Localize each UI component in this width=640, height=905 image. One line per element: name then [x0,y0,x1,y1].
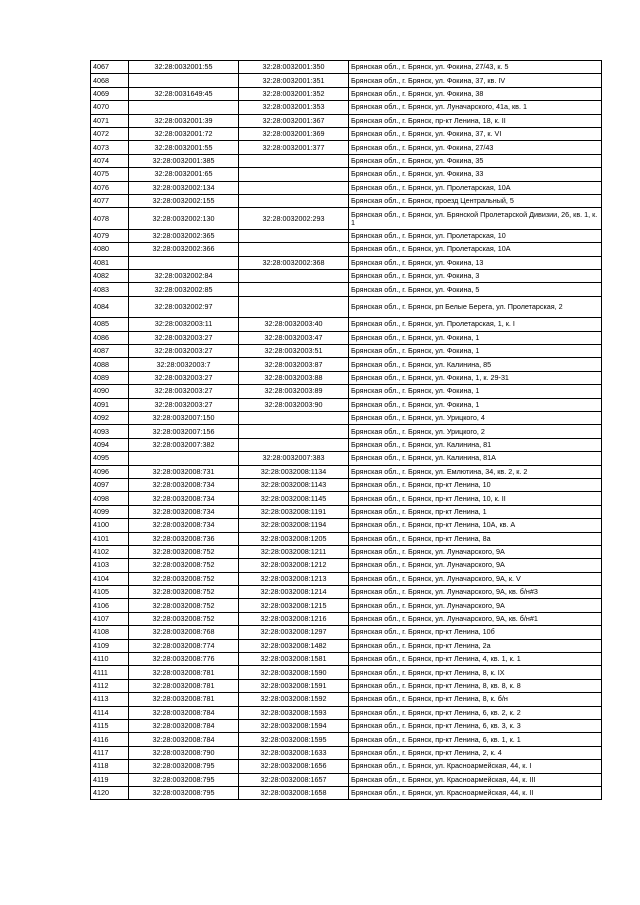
cell-cadastral-parcel: 32:28:0032008:752 [129,612,239,625]
cell-number: 4108 [91,626,129,639]
cell-address: Брянская обл., г. Брянск, пр-кт Ленина, 6, кв. 1, к. 1 [349,733,602,746]
cell-number: 4113 [91,693,129,706]
cell-cadastral-parcel: 32:28:0032008:734 [129,505,239,518]
table-row [91,181,602,194]
cell-number: 4081 [91,256,129,269]
cell-cadastral-object: 32:28:0032001:369 [239,127,349,140]
cell-cadastral-object [239,283,349,296]
cell-cadastral-object [239,229,349,242]
cell-cadastral-object: 32:28:0032001:367 [239,114,349,127]
cell-cadastral-parcel: 32:28:0032001:55 [129,61,239,74]
cell-address: Брянская обл., г. Брянск, пр-кт Ленина, 6, кв. 3, к. 3 [349,719,602,732]
cell-cadastral-object: 32:28:0032007:383 [239,452,349,465]
cell-cadastral-parcel [129,101,239,114]
cell-cadastral-object: 32:28:0032003:51 [239,345,349,358]
cell-cadastral-parcel: 32:28:0032008:768 [129,626,239,639]
cell-number: 4070 [91,101,129,114]
table-row [91,243,602,256]
cell-cadastral-object: 32:28:0032003:90 [239,398,349,411]
cell-cadastral-object: 32:28:0032008:1215 [239,599,349,612]
cell-number: 4094 [91,438,129,451]
cell-number: 4109 [91,639,129,652]
cell-number: 4088 [91,358,129,371]
cell-address: Брянская обл., г. Брянск, ул. Фокина, 37, кв. IV [349,74,602,87]
table-row [91,425,602,438]
cell-number: 4100 [91,519,129,532]
cell-cadastral-object [239,154,349,167]
table-row [91,345,602,358]
cell-cadastral-parcel: 32:28:0032001:385 [129,154,239,167]
cell-cadastral-object: 32:28:0032003:47 [239,331,349,344]
cell-address: Брянская обл., г. Брянск, ул. Урицкого, 2 [349,425,602,438]
cell-number: 4082 [91,269,129,282]
cell-cadastral-parcel [129,452,239,465]
cell-number: 4077 [91,194,129,207]
cell-cadastral-parcel: 32:28:0032007:150 [129,411,239,424]
cell-address: Брянская обл., г. Брянск, ул. Фокина, 38 [349,87,602,100]
table-row [91,318,602,331]
cell-cadastral-object: 32:28:0032002:293 [239,208,349,230]
cell-number: 4107 [91,612,129,625]
cell-number: 4076 [91,181,129,194]
cell-address: Брянская обл., г. Брянск, пр-кт Ленина, 10б [349,626,602,639]
cell-cadastral-object: 32:28:0032008:1593 [239,706,349,719]
cell-cadastral-parcel: 32:28:0032002:365 [129,229,239,242]
cell-cadastral-parcel: 32:28:0032003:7 [129,358,239,371]
cell-cadastral-object [239,269,349,282]
table-row [91,679,602,692]
cell-address: Брянская обл., г. Брянск, пр-кт Ленина, 8, к. IX [349,666,602,679]
cell-number: 4101 [91,532,129,545]
cell-address: Брянская обл., г. Брянск, ул. Красноармейская, 44, к. III [349,773,602,786]
table-row [91,358,602,371]
cell-number: 4112 [91,679,129,692]
cell-address: Брянская обл., г. Брянск, ул. Фокина, 35 [349,154,602,167]
cell-address: Брянская обл., г. Брянск, ул. Фокина, 1, к. 29-31 [349,371,602,384]
table-row [91,786,602,799]
cell-cadastral-object [239,296,349,318]
table-row [91,87,602,100]
cell-address: Брянская обл., г. Брянск, пр-кт Ленина, 8а [349,532,602,545]
cell-cadastral-parcel: 32:28:0032003:27 [129,371,239,384]
table-row [91,693,602,706]
cell-cadastral-parcel: 32:28:0032002:85 [129,283,239,296]
cell-address: Брянская обл., г. Брянск, пр-кт Ленина, 2, к. 4 [349,746,602,759]
cell-address: Брянская обл., г. Брянск, ул. Фокина, 1 [349,331,602,344]
table-row [91,194,602,207]
cell-address: Брянская обл., г. Брянск, ул. Луначарского, 41а, кв. 1 [349,101,602,114]
cell-number: 4073 [91,141,129,154]
cell-cadastral-object [239,194,349,207]
table-row [91,519,602,532]
cell-address: Брянская обл., г. Брянск, ул. Фокина, 27/43, к. 5 [349,61,602,74]
cell-cadastral-object: 32:28:0032008:1205 [239,532,349,545]
cell-number: 4069 [91,87,129,100]
table-row [91,733,602,746]
cell-cadastral-object: 32:28:0032008:1658 [239,786,349,799]
cell-cadastral-object [239,168,349,181]
cell-number: 4120 [91,786,129,799]
cell-number: 4105 [91,586,129,599]
cell-cadastral-parcel: 32:28:0032008:736 [129,532,239,545]
table-row [91,127,602,140]
cell-cadastral-parcel: 32:28:0032007:382 [129,438,239,451]
cell-address: Брянская обл., г. Брянск, ул. Луначарского, 9А, кв. б/н#1 [349,612,602,625]
cell-cadastral-parcel: 32:28:0032008:781 [129,679,239,692]
cell-cadastral-parcel: 32:28:0032008:795 [129,773,239,786]
cell-cadastral-parcel: 32:28:0032002:97 [129,296,239,318]
cell-number: 4118 [91,760,129,773]
cell-address: Брянская обл., г. Брянск, ул. Луначарского, 9А [349,559,602,572]
cell-cadastral-object: 32:28:0032003:89 [239,385,349,398]
cell-address: Брянская обл., г. Брянск, ул. Фокина, 1 [349,345,602,358]
cell-number: 4083 [91,283,129,296]
table-row [91,505,602,518]
cell-cadastral-object: 32:28:0032001:353 [239,101,349,114]
cell-cadastral-object: 32:28:0032008:1591 [239,679,349,692]
cell-number: 4075 [91,168,129,181]
cell-number: 4111 [91,666,129,679]
table-row [91,653,602,666]
cell-address: Брянская обл., г. Брянск, ул. Фокина, 5 [349,283,602,296]
table-row [91,114,602,127]
table-row [91,572,602,585]
cell-cadastral-object [239,181,349,194]
table-row [91,61,602,74]
cell-number: 4068 [91,74,129,87]
cell-cadastral-object: 32:28:0032003:87 [239,358,349,371]
cell-cadastral-parcel [129,256,239,269]
cell-cadastral-object [239,438,349,451]
table-row [91,371,602,384]
cell-cadastral-parcel: 32:28:0032003:11 [129,318,239,331]
cell-cadastral-object: 32:28:0032008:1595 [239,733,349,746]
cell-cadastral-parcel: 32:28:0032007:156 [129,425,239,438]
table-row [91,256,602,269]
cell-cadastral-parcel: 32:28:0032008:790 [129,746,239,759]
cell-address: Брянская обл., г. Брянск, ул. Пролетарская, 10 [349,229,602,242]
cell-cadastral-parcel: 32:28:0032008:784 [129,733,239,746]
table-row [91,465,602,478]
cell-cadastral-parcel: 32:28:0032001:65 [129,168,239,181]
table-row [91,283,602,296]
cell-cadastral-object: 32:28:0032008:1143 [239,478,349,491]
cell-cadastral-object: 32:28:0032001:377 [239,141,349,154]
cell-number: 4087 [91,345,129,358]
cell-number: 4099 [91,505,129,518]
cell-address: Брянская обл., г. Брянск, ул. Фокина, 27/43 [349,141,602,154]
cell-address: Брянская обл., г. Брянск, ул. Фокина, 37, к. VI [349,127,602,140]
cell-cadastral-parcel: 32:28:0032008:734 [129,519,239,532]
table-row [91,269,602,282]
cell-number: 4093 [91,425,129,438]
cell-address: Брянская обл., г. Брянск, пр-кт Ленина, 2а [349,639,602,652]
cell-cadastral-object: 32:28:0032008:1211 [239,545,349,558]
cell-number: 4071 [91,114,129,127]
cell-address: Брянская обл., г. Брянск, пр-кт Ленина, 1 [349,505,602,518]
cell-cadastral-object: 32:28:0032008:1633 [239,746,349,759]
cell-number: 4117 [91,746,129,759]
table-row [91,639,602,652]
cell-cadastral-parcel: 32:28:0032001:39 [129,114,239,127]
cell-number: 4092 [91,411,129,424]
cell-number: 4114 [91,706,129,719]
cell-address: Брянская обл., г. Брянск, пр-кт Ленина, 10А, кв. А [349,519,602,532]
cell-cadastral-parcel: 32:28:0032008:752 [129,559,239,572]
table-row [91,478,602,491]
cell-address: Брянская обл., г. Брянск, пр-кт Ленина, 10 [349,478,602,491]
table-row [91,532,602,545]
cell-cadastral-parcel: 32:28:0032008:752 [129,545,239,558]
cell-cadastral-parcel: 32:28:0032008:795 [129,786,239,799]
table-row [91,545,602,558]
cell-cadastral-parcel: 32:28:0032003:27 [129,385,239,398]
cell-number: 4095 [91,452,129,465]
cell-number: 4078 [91,208,129,230]
cell-number: 4084 [91,296,129,318]
cell-cadastral-object: 32:28:0032008:1191 [239,505,349,518]
cell-cadastral-parcel: 32:28:0032003:27 [129,398,239,411]
cell-cadastral-parcel: 32:28:0032008:781 [129,693,239,706]
cell-address: Брянская обл., г. Брянск, ул. Пролетарская, 1, к. I [349,318,602,331]
table-row [91,208,602,230]
cell-address: Брянская обл., г. Брянск, ул. Луначарского, 9А [349,599,602,612]
cell-number: 4086 [91,331,129,344]
cell-address: Брянская обл., г. Брянск, ул. Фокина, 13 [349,256,602,269]
cell-cadastral-object: 32:28:0032008:1594 [239,719,349,732]
cell-number: 4103 [91,559,129,572]
cell-address: Брянская обл., г. Брянск, ул. Фокина, 33 [349,168,602,181]
table-row [91,666,602,679]
cell-address: Брянская обл., г. Брянск, ул. Луначарского, 9А [349,545,602,558]
cell-cadastral-parcel [129,74,239,87]
cell-cadastral-object: 32:28:0032003:40 [239,318,349,331]
cell-cadastral-object: 32:28:0032008:1213 [239,572,349,585]
table-row [91,760,602,773]
cell-cadastral-parcel: 32:28:0032002:366 [129,243,239,256]
table-row [91,438,602,451]
cell-cadastral-parcel: 32:28:0032008:774 [129,639,239,652]
table-row [91,398,602,411]
table-row [91,719,602,732]
cell-number: 4085 [91,318,129,331]
registry-table-body [91,61,602,800]
table-row [91,586,602,599]
cell-cadastral-parcel: 32:28:0032001:55 [129,141,239,154]
table-row [91,612,602,625]
cell-number: 4090 [91,385,129,398]
cell-address: Брянская обл., г. Брянск, ул. Урицкого, 4 [349,411,602,424]
cell-cadastral-parcel: 32:28:0032008:776 [129,653,239,666]
cell-cadastral-object: 32:28:0032008:1194 [239,519,349,532]
table-row [91,626,602,639]
cell-cadastral-object: 32:28:0032008:1145 [239,492,349,505]
cell-address: Брянская обл., г. Брянск, ул. Фокина, 3 [349,269,602,282]
cell-cadastral-object: 32:28:0032008:1592 [239,693,349,706]
cell-address: Брянская обл., г. Брянск, ул. Пролетарская, 10А [349,243,602,256]
cell-address: Брянская обл., г. Брянск, пр-кт Ленина, 10, к. II [349,492,602,505]
cell-number: 4091 [91,398,129,411]
cell-number: 4119 [91,773,129,786]
cell-number: 4116 [91,733,129,746]
cell-address: Брянская обл., г. Брянск, ул. Луначарского, 9А, кв. б/н#3 [349,586,602,599]
cell-cadastral-parcel: 32:28:0032002:84 [129,269,239,282]
table-row [91,559,602,572]
cell-cadastral-object: 32:28:0032008:1581 [239,653,349,666]
cell-cadastral-parcel: 32:28:0032008:731 [129,465,239,478]
cell-cadastral-object: 32:28:0032008:1134 [239,465,349,478]
cell-cadastral-object [239,411,349,424]
cell-address: Брянская обл., г. Брянск, пр-кт Ленина, 18, к. II [349,114,602,127]
cell-address: Брянская обл., г. Брянск, ул. Калинина, 81А [349,452,602,465]
cell-address: Брянская обл., г. Брянск, ул. Фокина, 1 [349,385,602,398]
cell-cadastral-object: 32:28:0032001:351 [239,74,349,87]
cell-cadastral-object: 32:28:0032008:1212 [239,559,349,572]
cell-address: Брянская обл., г. Брянск, ул. Емлютина, 34, кв. 2, к. 2 [349,465,602,478]
table-row [91,706,602,719]
cell-address: Брянская обл., г. Брянск, ул. Калинина, 85 [349,358,602,371]
cell-cadastral-parcel: 32:28:0032003:27 [129,331,239,344]
table-row [91,101,602,114]
cell-address: Брянская обл., г. Брянск, ул. Красноармейская, 44, к. II [349,786,602,799]
cell-number: 4096 [91,465,129,478]
cell-cadastral-parcel: 32:28:0032001:72 [129,127,239,140]
cell-address: Брянская обл., г. Брянск, ул. Фокина, 1 [349,398,602,411]
cell-number: 4089 [91,371,129,384]
cell-address: Брянская обл., г. Брянск, ул. Луначарского, 9А, к. V [349,572,602,585]
cell-number: 4110 [91,653,129,666]
table-row [91,154,602,167]
cell-cadastral-parcel: 32:28:0032008:784 [129,706,239,719]
table-row [91,773,602,786]
cell-number: 4102 [91,545,129,558]
cell-number: 4115 [91,719,129,732]
table-row [91,141,602,154]
cell-number: 4074 [91,154,129,167]
table-row [91,411,602,424]
cell-cadastral-parcel: 32:28:0032002:134 [129,181,239,194]
cell-cadastral-object: 32:28:0032008:1297 [239,626,349,639]
cell-address: Брянская обл., г. Брянск, пр-кт Ленина, 6, кв. 2, к. 2 [349,706,602,719]
table-row [91,296,602,318]
table-row [91,229,602,242]
cell-cadastral-parcel: 32:28:0032008:784 [129,719,239,732]
cell-cadastral-object: 32:28:0032008:1482 [239,639,349,652]
table-row [91,74,602,87]
cell-number: 4072 [91,127,129,140]
cell-cadastral-object: 32:28:0032001:350 [239,61,349,74]
cell-address: Брянская обл., г. Брянск, рп Белые Берега, ул. Пролетарская, 2 [349,296,602,318]
cell-cadastral-parcel: 32:28:0032008:752 [129,599,239,612]
cell-address: Брянская обл., г. Брянск, ул. Красноармейская, 44, к. I [349,760,602,773]
table-row [91,599,602,612]
cell-cadastral-parcel: 32:28:0032008:781 [129,666,239,679]
cell-cadastral-object: 32:28:0032008:1656 [239,760,349,773]
table-row [91,452,602,465]
cell-cadastral-object: 32:28:0032008:1214 [239,586,349,599]
cell-number: 4097 [91,478,129,491]
cell-cadastral-parcel: 32:28:0032008:734 [129,492,239,505]
table-row [91,385,602,398]
cell-address: Брянская обл., г. Брянск, пр-кт Ленина, 4, кв. 1, к. 1 [349,653,602,666]
cell-number: 4098 [91,492,129,505]
cell-cadastral-object: 32:28:0032003:88 [239,371,349,384]
cell-cadastral-object [239,243,349,256]
cell-cadastral-object: 32:28:0032002:368 [239,256,349,269]
cell-number: 4106 [91,599,129,612]
cell-cadastral-parcel: 32:28:0032003:27 [129,345,239,358]
cell-address: Брянская обл., г. Брянск, проезд Центральный, 5 [349,194,602,207]
cell-address: Брянская обл., г. Брянск, ул. Брянской Пролетарской Дивизии, 26, кв. 1, к. 1 [349,208,602,230]
cell-address: Брянская обл., г. Брянск, пр-кт Ленина, 8, кв. 8, к. 8 [349,679,602,692]
cell-cadastral-object: 32:28:0032008:1216 [239,612,349,625]
table-row [91,168,602,181]
cell-cadastral-parcel: 32:28:0032008:752 [129,572,239,585]
registry-table [90,60,602,800]
cell-cadastral-parcel: 32:28:0032002:155 [129,194,239,207]
cell-cadastral-object: 32:28:0032001:352 [239,87,349,100]
cell-cadastral-object [239,425,349,438]
cell-number: 4080 [91,243,129,256]
cell-cadastral-parcel: 32:28:0032008:734 [129,478,239,491]
cell-address: Брянская обл., г. Брянск, пр-кт Ленина, 8, к. б/н [349,693,602,706]
table-row [91,492,602,505]
cell-number: 4079 [91,229,129,242]
cell-address: Брянская обл., г. Брянск, ул. Калинина, 81 [349,438,602,451]
cell-cadastral-parcel: 32:28:0032002:130 [129,208,239,230]
table-row [91,746,602,759]
cell-cadastral-parcel: 32:28:0031649:45 [129,87,239,100]
cell-cadastral-object: 32:28:0032008:1657 [239,773,349,786]
cell-number: 4104 [91,572,129,585]
cell-address: Брянская обл., г. Брянск, ул. Пролетарская, 10А [349,181,602,194]
cell-cadastral-parcel: 32:28:0032008:752 [129,586,239,599]
cell-number: 4067 [91,61,129,74]
table-row [91,331,602,344]
cell-cadastral-object: 32:28:0032008:1590 [239,666,349,679]
cell-cadastral-parcel: 32:28:0032008:795 [129,760,239,773]
